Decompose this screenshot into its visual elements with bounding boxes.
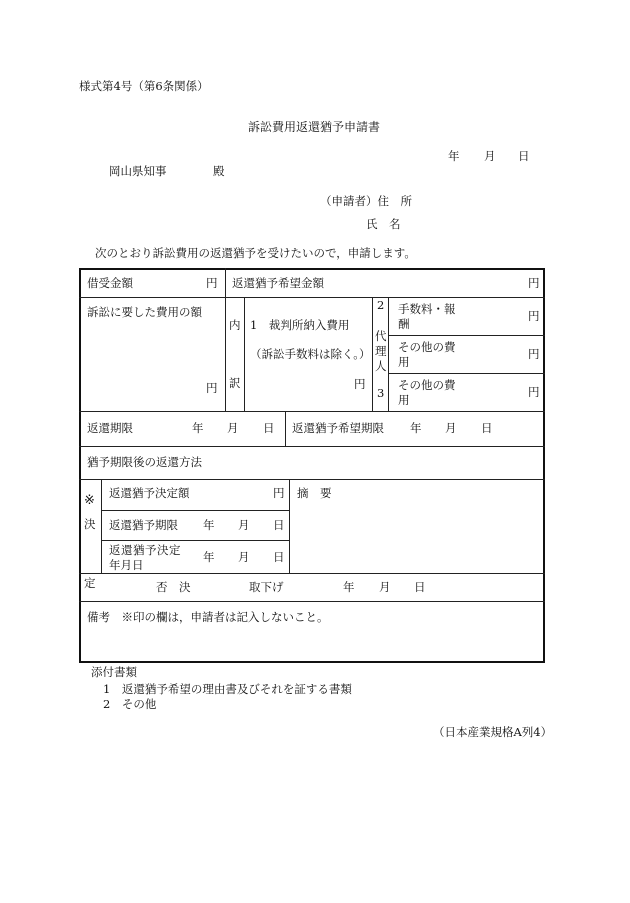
agent-label-1: 代 <box>375 329 387 343</box>
applicant-address-label: （申請者）住 所 <box>320 194 412 208</box>
decided-amount-label: 返還猶予決定額 <box>109 486 190 500</box>
row-divider <box>101 510 289 511</box>
row-divider <box>388 335 545 336</box>
col-divider <box>289 479 290 573</box>
attachment-item: 1 返還猶予希望の理由書及びそれを証する書類 <box>103 682 352 696</box>
row-divider <box>79 479 545 480</box>
row-divider <box>79 573 545 574</box>
month-unit: 月 <box>379 580 391 594</box>
month-unit: 月 <box>238 550 250 564</box>
loan-amount-label: 借受金額 <box>87 276 133 290</box>
item-number-3: 3 <box>377 386 385 400</box>
paper-standard: （日本産業規格A列4） <box>433 725 553 739</box>
year-unit: 年 <box>192 421 204 435</box>
day-unit: 日 <box>273 518 285 532</box>
intro-text: 次のとおり訴訟費用の返還猶予を受けたいので，申請します。 <box>95 246 416 260</box>
deferral-period-label: 返還猶予期限 <box>109 518 178 532</box>
row-divider <box>388 373 545 374</box>
litigation-cost-label: 訴訟に要した費用の額 <box>87 305 202 319</box>
applicant-name-label: 氏 名 <box>366 217 401 231</box>
deferral-deadline-label: 返還猶予希望期限 <box>292 421 384 435</box>
col-divider <box>244 297 245 411</box>
col-divider <box>101 479 102 573</box>
addressee: 岡山県知事 <box>109 164 167 178</box>
deferral-request-amount-label: 返還猶予希望金額 <box>232 276 324 290</box>
year-unit: 年 <box>203 518 215 532</box>
fee-reward-label-2: 酬 <box>398 317 410 331</box>
year-unit: 年 <box>203 550 215 564</box>
other-cost-label-1: その他の費 <box>398 378 456 392</box>
yen-unit: 円 <box>528 309 540 323</box>
col-divider <box>225 268 226 411</box>
repayment-method-label: 猶予期限後の返還方法 <box>87 455 202 469</box>
breakdown-label-2: 訳 <box>229 376 241 390</box>
yen-unit: 円 <box>206 381 218 395</box>
date-day-label: 日 <box>518 149 530 163</box>
form-number: 様式第4号（第6条関係） <box>79 79 209 93</box>
month-unit: 月 <box>445 421 457 435</box>
date-month-label: 月 <box>484 149 496 163</box>
decision-date-label-2: 年月日 <box>109 558 144 572</box>
court-fee-note: （訴訟手数料は除く。） <box>250 347 371 361</box>
row-divider <box>79 446 545 447</box>
document-title: 訴訟費用返還猶予申請書 <box>248 120 381 134</box>
summary-label: 摘 要 <box>297 486 332 500</box>
agent-label-2: 理 <box>375 344 387 358</box>
other-cost-label-1: その他の費 <box>398 340 456 354</box>
other-cost-label-2: 用 <box>398 393 410 407</box>
decision-mark: ※ <box>84 493 95 508</box>
honorific: 殿 <box>213 164 225 178</box>
yen-unit: 円 <box>273 486 285 500</box>
decision-date-label-1: 返還猶予決定 <box>109 543 181 557</box>
day-unit: 日 <box>414 580 426 594</box>
month-unit: 月 <box>227 421 239 435</box>
court-fee-label: 1 裁判所納入費用 <box>250 318 350 332</box>
remarks: 備考 ※印の欄は，申請者は記入しないこと。 <box>87 610 329 624</box>
day-unit: 日 <box>481 421 493 435</box>
yen-unit: 円 <box>354 377 366 391</box>
row-divider <box>79 601 545 602</box>
other-cost-label-2: 用 <box>398 355 410 369</box>
reject-label: 否 決 <box>156 580 191 594</box>
breakdown-label-1: 内 <box>229 318 241 332</box>
row-divider <box>79 297 545 298</box>
withdraw-label: 取下げ <box>249 580 284 594</box>
day-unit: 日 <box>263 421 275 435</box>
date-year-label: 年 <box>448 149 460 163</box>
yen-unit: 円 <box>528 347 540 361</box>
yen-unit: 円 <box>206 276 218 290</box>
decision-label-1: 決 <box>84 517 96 531</box>
item-number-2: 2 <box>377 298 385 312</box>
row-divider <box>79 411 545 412</box>
fee-reward-label-1: 手数料・報 <box>398 302 456 316</box>
agent-label-3: 人 <box>375 359 387 373</box>
col-divider <box>285 411 286 446</box>
year-unit: 年 <box>343 580 355 594</box>
col-divider <box>372 297 373 411</box>
yen-unit: 円 <box>528 276 540 290</box>
day-unit: 日 <box>273 550 285 564</box>
attachments-heading: 添付書類 <box>91 665 137 679</box>
month-unit: 月 <box>238 518 250 532</box>
col-divider <box>388 297 389 411</box>
decision-label-2: 定 <box>84 576 96 590</box>
year-unit: 年 <box>410 421 422 435</box>
deadline-label: 返還期限 <box>87 421 133 435</box>
row-divider <box>101 540 289 541</box>
yen-unit: 円 <box>528 385 540 399</box>
attachment-item: 2 その他 <box>103 697 157 711</box>
